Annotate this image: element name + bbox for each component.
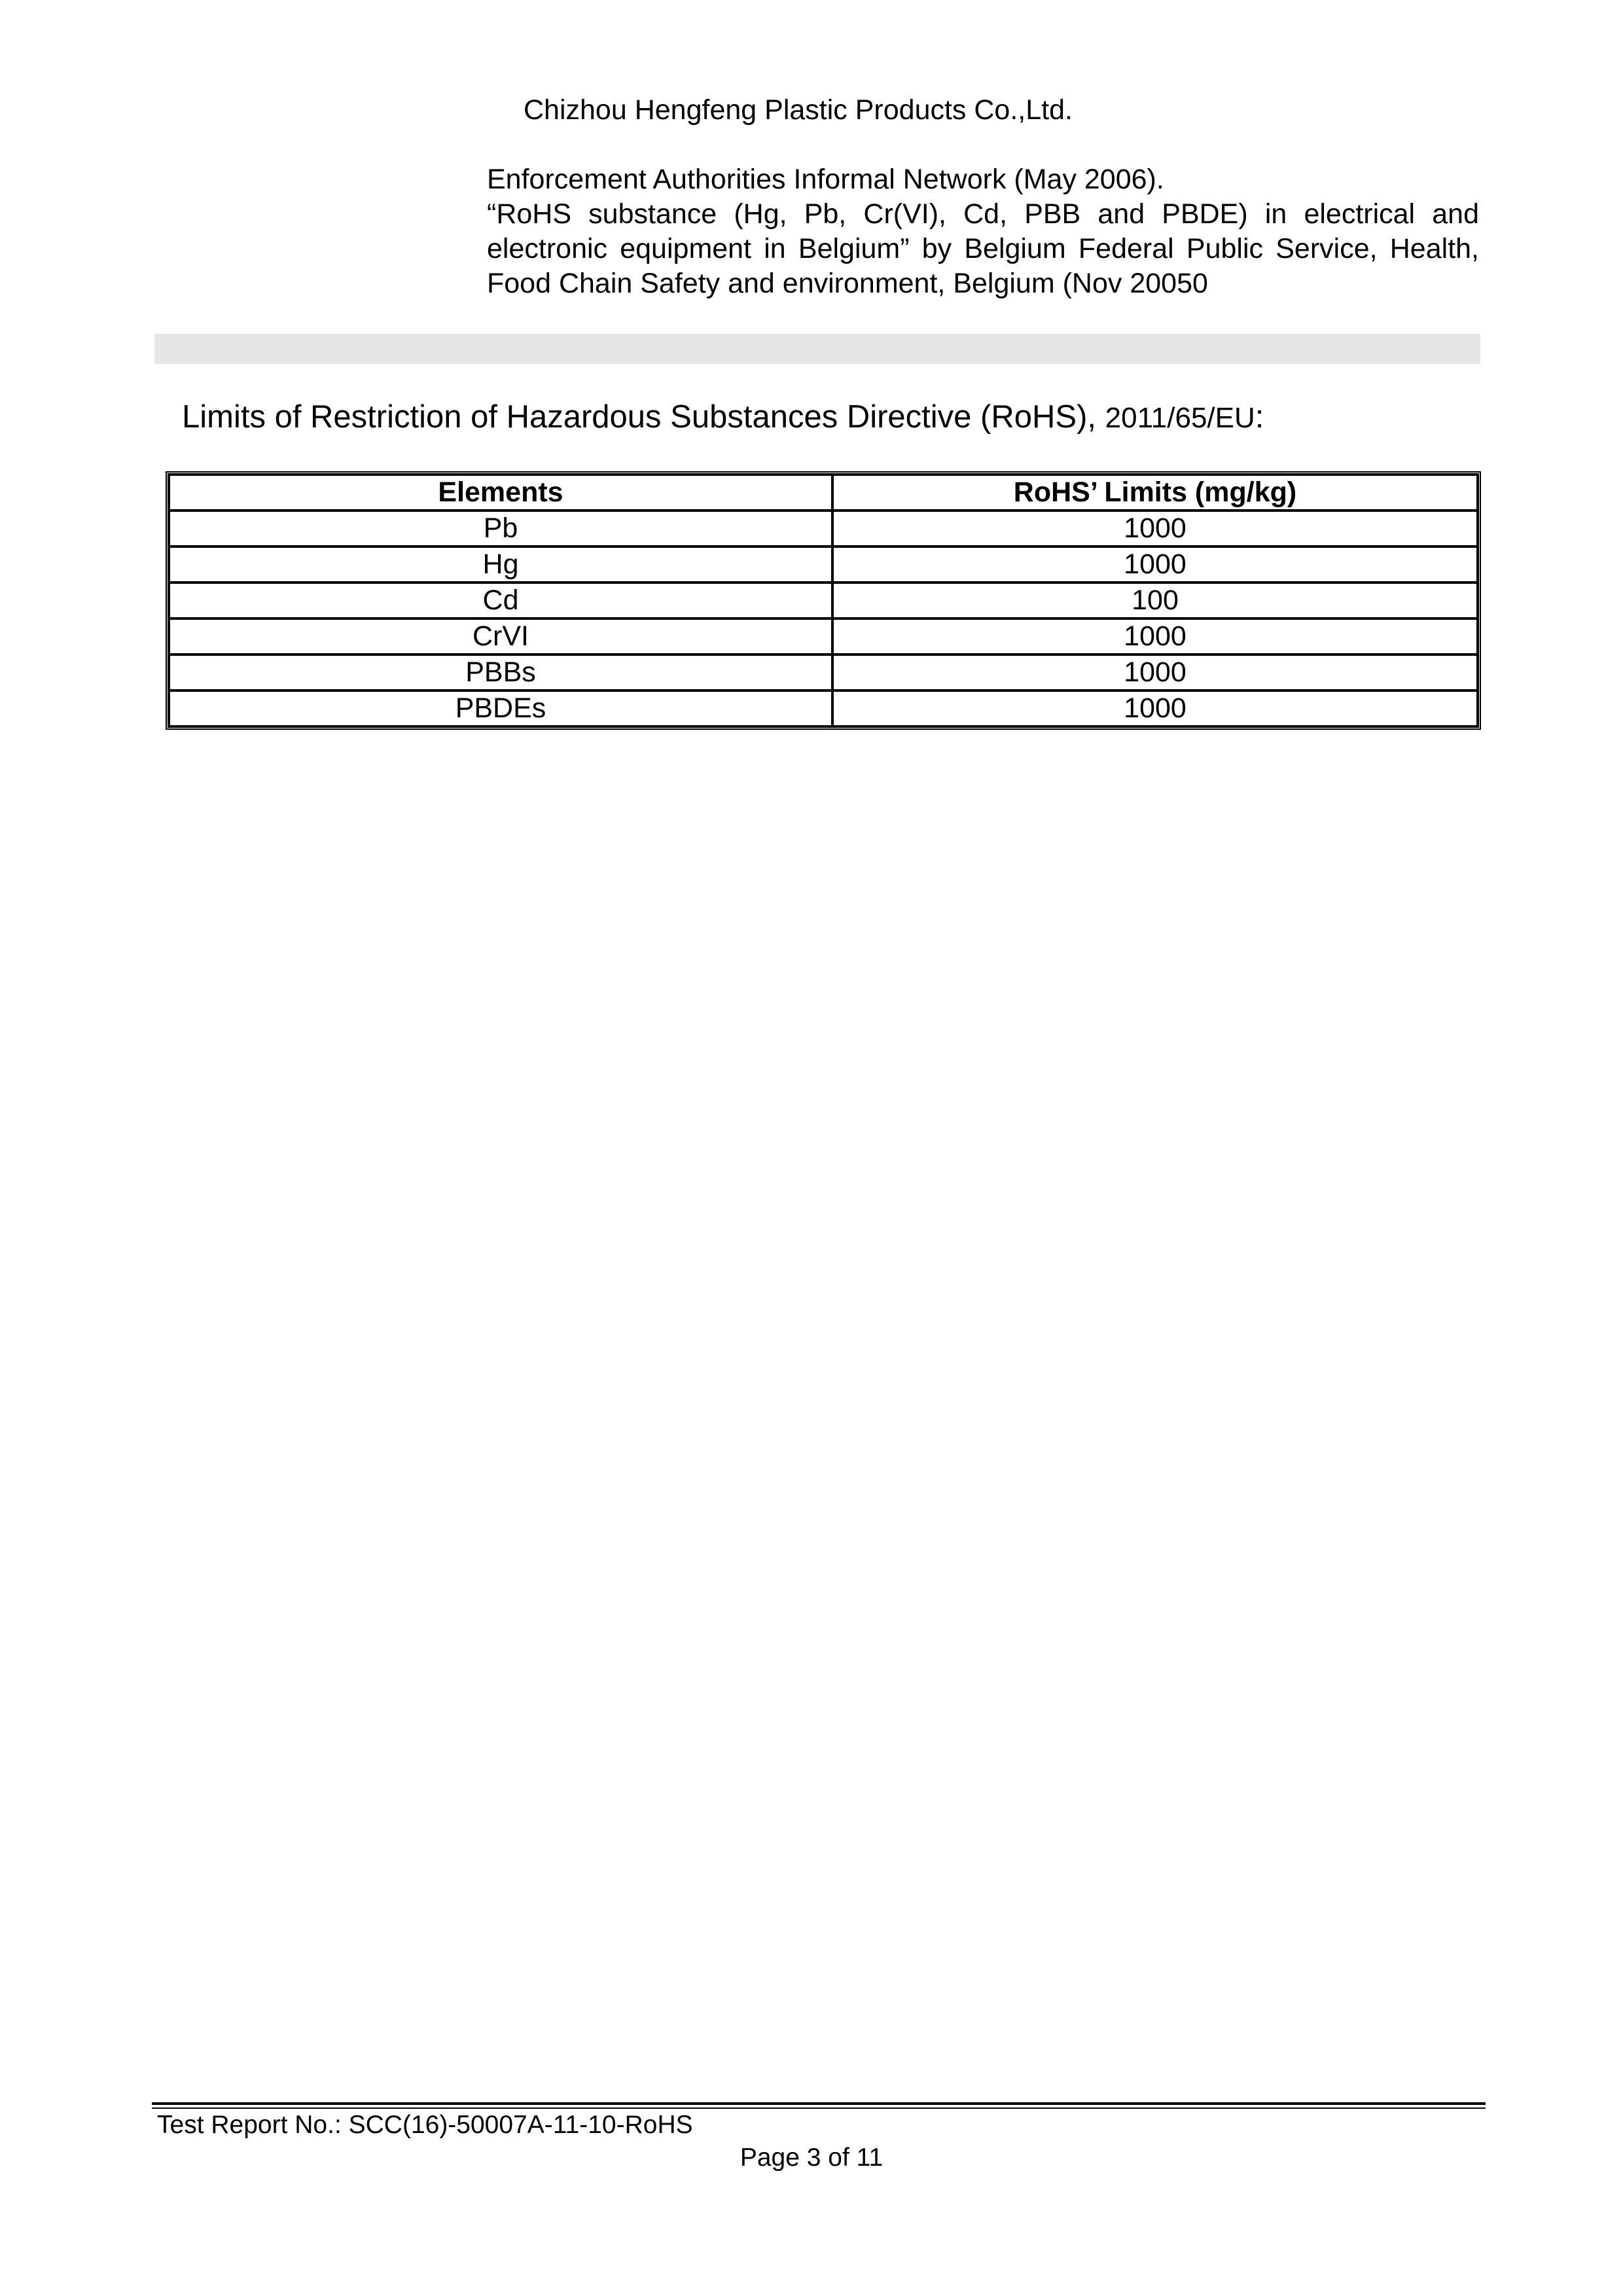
- limits-heading: [182, 396, 1264, 439]
- limits-heading-directive: 2011/65/EU: [1105, 402, 1255, 434]
- limit-cell: 1000: [832, 619, 1478, 655]
- element-cell: CrVI: [169, 619, 832, 655]
- element-cell: Cd: [169, 583, 832, 619]
- limits-heading-suffix: :: [1255, 399, 1264, 435]
- column-header-limits: RoHS’ Limits (mg/kg): [832, 475, 1478, 511]
- limit-cell: 1000: [832, 547, 1478, 583]
- table-row: [169, 511, 1478, 547]
- limits-heading-text: Limits of Restriction of Hazardous Substances Directive (RoHS),: [182, 399, 1105, 435]
- table-row: [169, 583, 1478, 619]
- limit-cell: 1000: [832, 655, 1478, 691]
- element-cell: Hg: [169, 547, 832, 583]
- column-header-elements: Elements: [169, 475, 832, 511]
- report-number: Test Report No.: SCC(16)-50007A-11-10-RoHS: [157, 2111, 693, 2139]
- table-header-row: [169, 475, 1478, 511]
- table-row: [169, 547, 1478, 583]
- reference-belgium-rohs: “RoHS substance (Hg, Pb, Cr(VI), Cd, PBB and PBDE) in electrical and electronic equipment in Belgium” by Belgium Federal Public Service, Health, Food Chain Safety and environment, Belgium (Nov 20050: [487, 198, 1479, 299]
- references-block: [487, 162, 1479, 301]
- company-name: Chizhou Hengfeng Plastic Products Co.,Ltd.: [524, 94, 1073, 126]
- limit-cell: 100: [832, 583, 1478, 619]
- table-row: [169, 655, 1478, 691]
- table-row: [169, 619, 1478, 655]
- reference-enforcement-network: Enforcement Authorities Informal Network (May 2006).: [487, 164, 1164, 195]
- page-number: Page 3 of 11: [740, 2144, 883, 2172]
- rohs-limits-table: [166, 471, 1481, 730]
- footer-rule: [152, 2102, 1486, 2109]
- element-cell: PBBs: [169, 655, 832, 691]
- limit-cell: 1000: [832, 511, 1478, 547]
- section-divider-band: [154, 334, 1480, 364]
- element-cell: Pb: [169, 511, 832, 547]
- element-cell: PBDEs: [169, 691, 832, 726]
- table-row: [169, 691, 1478, 726]
- limit-cell: 1000: [832, 691, 1478, 726]
